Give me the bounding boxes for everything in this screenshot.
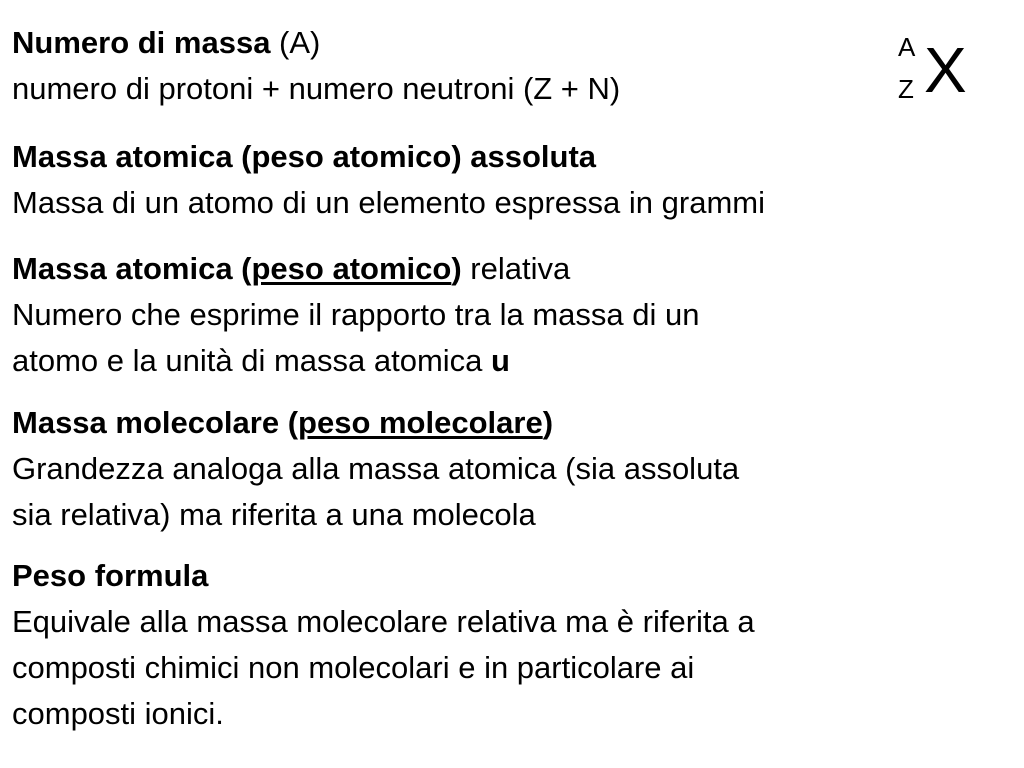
definition-massa-atomica-relativa — [12, 246, 699, 384]
definition-text-line2: composti chimici non molecolari e in particolare ai — [12, 650, 695, 685]
definition-massa-molecolare — [12, 400, 739, 538]
definition-text: Numero che esprime il rapporto tra la massa di un — [12, 297, 700, 332]
definition-term: Peso formula — [12, 558, 209, 593]
definition-text-line2 — [12, 338, 699, 384]
definition-massa-atomica-assoluta — [12, 134, 765, 226]
atomic-number-label: Z — [898, 74, 914, 104]
definition-text-line2: sia relativa) ma riferita a una molecola — [12, 497, 536, 532]
nuclide-symbol — [898, 30, 978, 110]
definition-text: Grandezza analoga alla massa atomica (sia assoluta — [12, 451, 740, 486]
definition-term-close: ) — [451, 251, 462, 286]
definition-heading — [12, 246, 699, 292]
definition-term-suffix: relativa — [461, 251, 571, 286]
definition-text-part: atomo e la unità di massa atomica — [12, 343, 492, 378]
definition-text: numero di protoni + numero neutroni (Z + N) — [12, 71, 621, 106]
definition-term-suffix: (A) — [270, 25, 321, 60]
definition-heading — [12, 20, 620, 66]
definition-term: Massa atomica (peso atomico) assoluta — [12, 139, 597, 174]
atomic-mass-unit: u — [491, 343, 510, 378]
mass-number-label: A — [898, 32, 916, 62]
definition-term-close: ) — [542, 405, 554, 440]
element-symbol: X — [924, 34, 967, 106]
definition-text: Massa di un atomo di un elemento espressa in grammi — [12, 185, 765, 220]
definition-text: Equivale alla massa molecolare relativa ma è riferita a — [12, 604, 755, 639]
peso-molecolare-link[interactable]: peso molecolare — [298, 405, 543, 440]
peso-atomico-link[interactable]: peso atomico — [251, 251, 452, 286]
definition-text-line3: composti ionici. — [12, 696, 224, 731]
definition-term: Massa atomica ( — [12, 251, 252, 286]
definition-numero-di-massa — [12, 20, 620, 112]
definition-term: Numero di massa — [12, 25, 271, 60]
definition-heading — [12, 400, 739, 446]
definition-term: Massa molecolare ( — [12, 405, 299, 440]
definition-peso-formula — [12, 553, 755, 737]
